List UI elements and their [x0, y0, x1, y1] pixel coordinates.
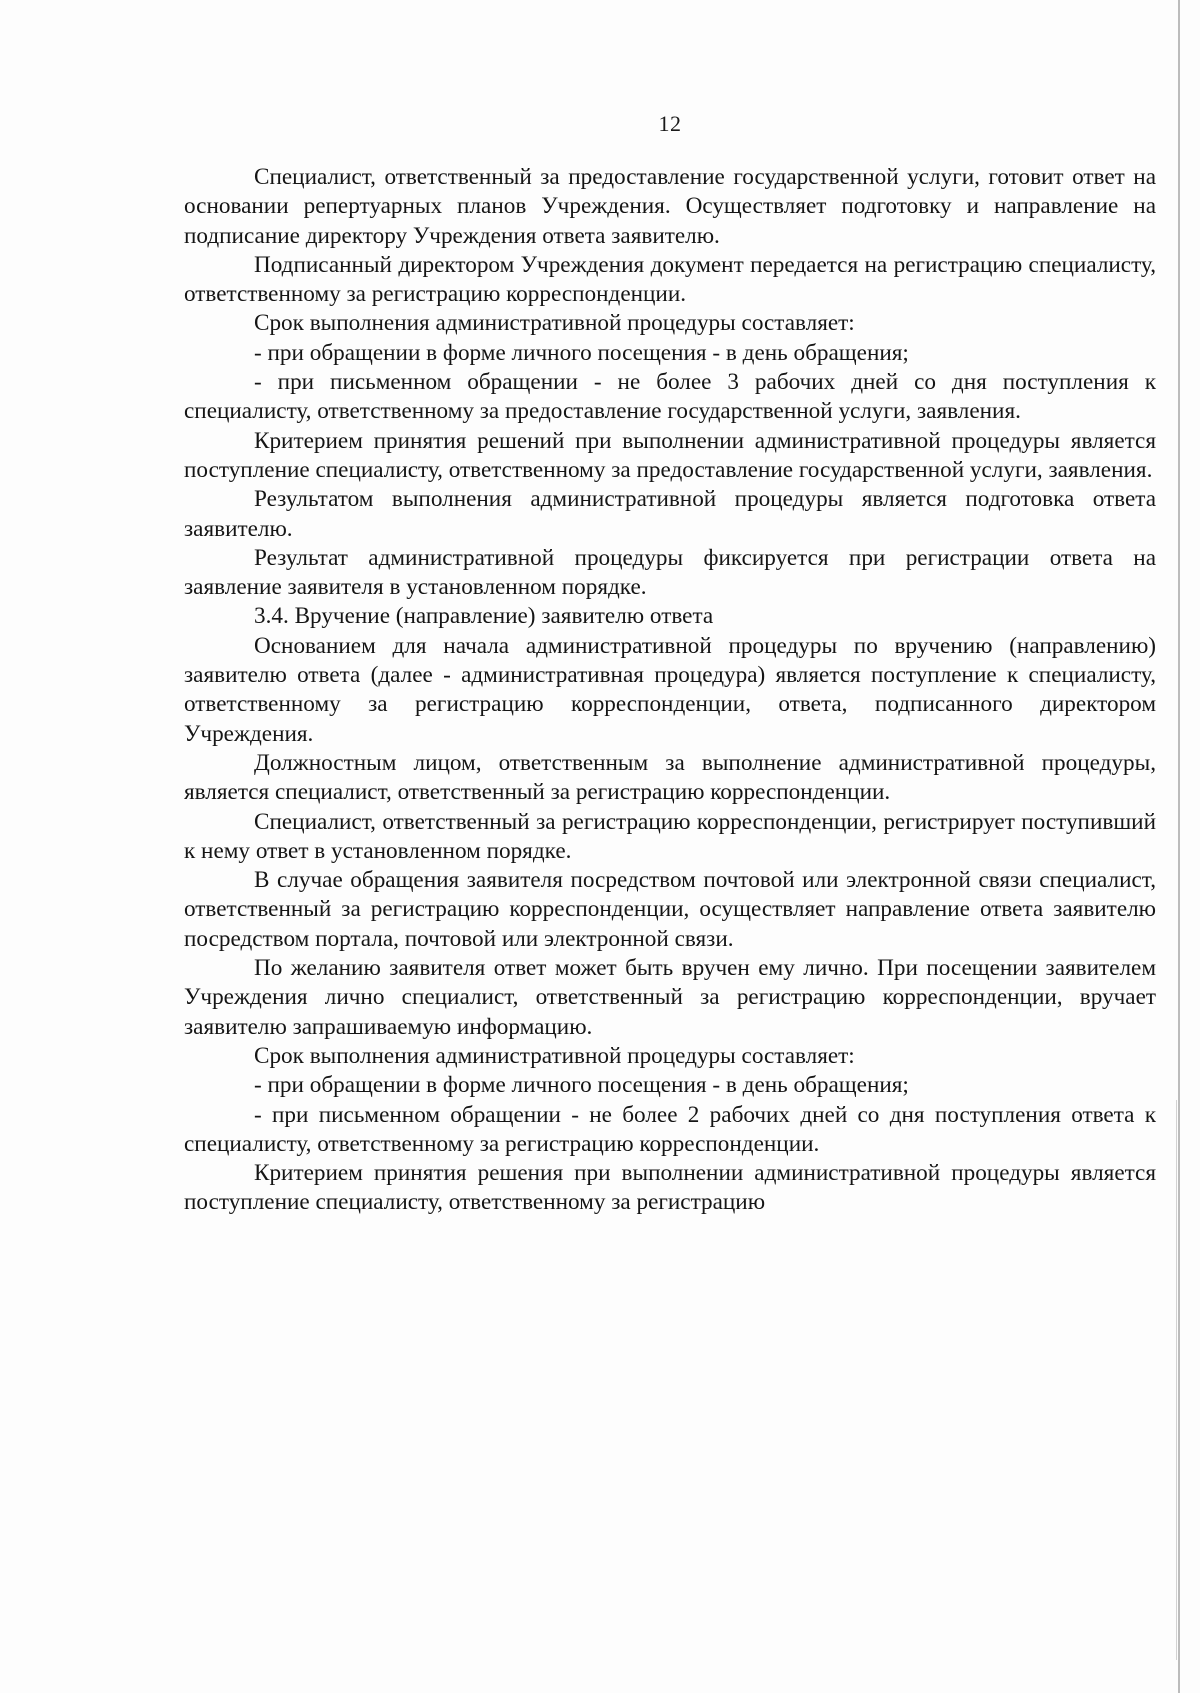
paragraph: - при обращении в форме личного посещения - в день обращения; — [254, 1072, 909, 1099]
paragraph: - при письменном обращении - не более 3 рабочих дней со дня поступления к специалисту, ответственному за предоставление государственной услуги, заявления. — [184, 369, 1156, 425]
paragraph: Результатом выполнения административной процедуры является подготовка ответа заявителю. — [184, 486, 1156, 542]
paragraph: Критерием принятия решений при выполнении административной процедуры является поступление специалисту, ответственному за предоставление государственной услуги, заявления. — [184, 427, 1156, 483]
paragraph: Должностным лицом, ответственным за выполнение административной процедуры, является специалист, ответственный за регистрацию корреспонденции. — [184, 749, 1156, 806]
page-number: 12 — [658, 111, 682, 136]
paragraph: Результат административной процедуры фиксируется при регистрации ответа на заявление заявителя в установленном порядке. — [184, 544, 1156, 601]
paragraph: Срок выполнения административной процедуры составляет: — [254, 1042, 855, 1069]
paragraph: В случае обращения заявителя посредством почтовой или электронной связи специалист, ответственный за регистрацию корреспонденции, осуществляет направление ответа заявителю посредством портала, почтовой или электронной связи. — [184, 867, 1156, 952]
paragraph: Срок выполнения административной процедуры составляет: — [254, 310, 855, 337]
paragraph: - при обращении в форме личного посещения - в день обращения; — [254, 339, 909, 366]
paragraph: Критерием принятия решения при выполнении административной процедуры является поступление специалисту, ответственному за регистрацию — [184, 1160, 1156, 1216]
paragraph: - при письменном обращении - не более 2 рабочих дней со дня поступления ответа к специалисту, ответственному за регистрацию корреспонденции. — [184, 1101, 1156, 1157]
paragraph: Подписанный директором Учреждения документ передается на регистрацию специалисту, ответственному за регистрацию корреспонденции. — [184, 251, 1156, 308]
paragraph: По желанию заявителя ответ может быть вручен ему лично. При посещении заявителем Учреждения лично специалист, ответственный за регистрацию корреспонденции, вручает заявителю запрашиваемую информацию. — [184, 955, 1156, 1040]
document-body — [184, 163, 1156, 1218]
scan-edge-shadow — [1176, 1100, 1177, 1660]
paragraph: Специалист, ответственный за регистрацию корреспонденции, регистрирует поступивший к нему ответ в установленном порядке. — [184, 808, 1156, 864]
paragraph: Специалист, ответственный за предоставление государственной услуги, готовит ответ на основании репертуарных планов Учреждения. Осуществляет подготовку и направление на подписание директору Учреждения ответа заявителю. — [184, 164, 1156, 249]
paragraph: Основанием для начала административной процедуры по вручению (направлению) заявителю ответа (далее - административная процедура) является поступление к специалисту, ответственному за регистрацию корреспонденции, ответа, подписанного директором Учреждения. — [184, 632, 1156, 747]
section-heading: 3.4. Вручение (направление) заявителю ответа — [254, 603, 714, 630]
scan-edge-line — [1178, 0, 1180, 1693]
